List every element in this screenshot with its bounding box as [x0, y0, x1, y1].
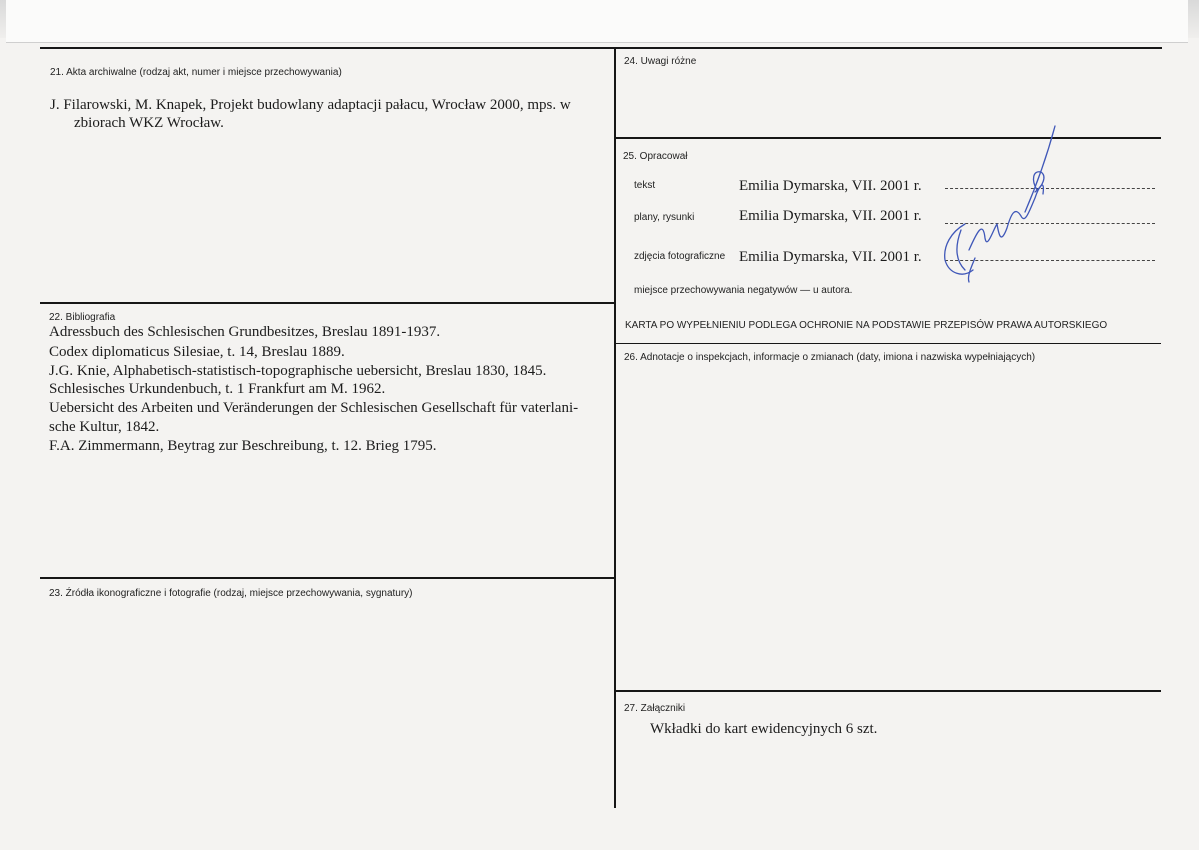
section-23-label: 23. Źródła ikonograficzne i fotografie (rodzaj, miejsce przechowywania, sygnatury)	[49, 588, 413, 599]
top-rule	[40, 47, 1162, 49]
section-25-label: 25. Opracował	[623, 151, 688, 162]
section-27-label: 27. Załączniki	[624, 703, 686, 714]
bibliography-line: F.A. Zimmermann, Beytrag zur Beschreibung, t. 12. Brieg 1795.	[49, 438, 437, 454]
author-row-label: zdjęcia fotograficzne	[634, 251, 726, 262]
attachments-text: Wkładki do kart ewidencyjnych 6 szt.	[650, 721, 878, 737]
bibliography-line: Schlesisches Urkundenbuch, t. 1 Frankfurt am M. 1962.	[49, 381, 386, 397]
section-26-label: 26. Adnotacje o inspekcjach, informacje o zmianach (daty, imiona i nazwiska wypełniających)	[624, 352, 1036, 363]
center-divider	[614, 47, 616, 808]
section-21-line-1: J. Filarowski, M. Knapek, Projekt budowlany adaptacji pałacu, Wrocław 2000, mps. w	[50, 97, 571, 113]
author-row-label: plany, rysunki	[634, 212, 695, 223]
author-row-label: tekst	[634, 180, 656, 191]
bibliography-line: sche Kultur, 1842.	[49, 419, 160, 435]
bibliography-line: J.G. Knie, Alphabetisch-statistisch-topographische uebersicht, Breslau 1830, 1845.	[49, 363, 547, 379]
rule-24-25	[614, 137, 1161, 139]
rule-25-26	[614, 343, 1161, 344]
author-row-value: Emilia Dymarska, VII. 2001 r.	[739, 208, 922, 224]
bibliography-line: Codex diplomaticus Silesiae, t. 14, Breslau 1889.	[49, 344, 345, 360]
copyright-notice: KARTA PO WYPEŁNIENIU PODLEGA OCHRONIE NA PODSTAWIE PRZEPISÓW PRAWA AUTORSKIEGO	[625, 320, 1108, 331]
section-22-label: 22. Bibliografia	[49, 312, 116, 323]
rule-22-23	[40, 577, 615, 579]
section-21-line-2: zbiorach WKZ Wrocław.	[74, 115, 224, 131]
bibliography-line: Uebersicht des Arbeiten und Veränderungen der Schlesischen Gesellschaft für vaterlani-	[49, 400, 579, 416]
section-21-label: 21. Akta archiwalne (rodzaj akt, numer i miejsce przechowywania)	[50, 67, 342, 78]
bibliography-line: Adressbuch des Schlesischen Grundbesitzes, Breslau 1891-1937.	[49, 324, 441, 340]
rule-21-22	[40, 302, 615, 304]
rule-26-27	[614, 690, 1161, 692]
author-row-value: Emilia Dymarska, VII. 2001 r.	[739, 249, 922, 265]
section-24-label: 24. Uwagi różne	[624, 56, 697, 67]
handwritten-signature	[925, 120, 1065, 295]
negatives-storage: miejsce przechowywania negatywów — u autora.	[634, 285, 853, 296]
author-row-value: Emilia Dymarska, VII. 2001 r.	[739, 178, 922, 194]
page-top-edge	[0, 0, 1199, 38]
